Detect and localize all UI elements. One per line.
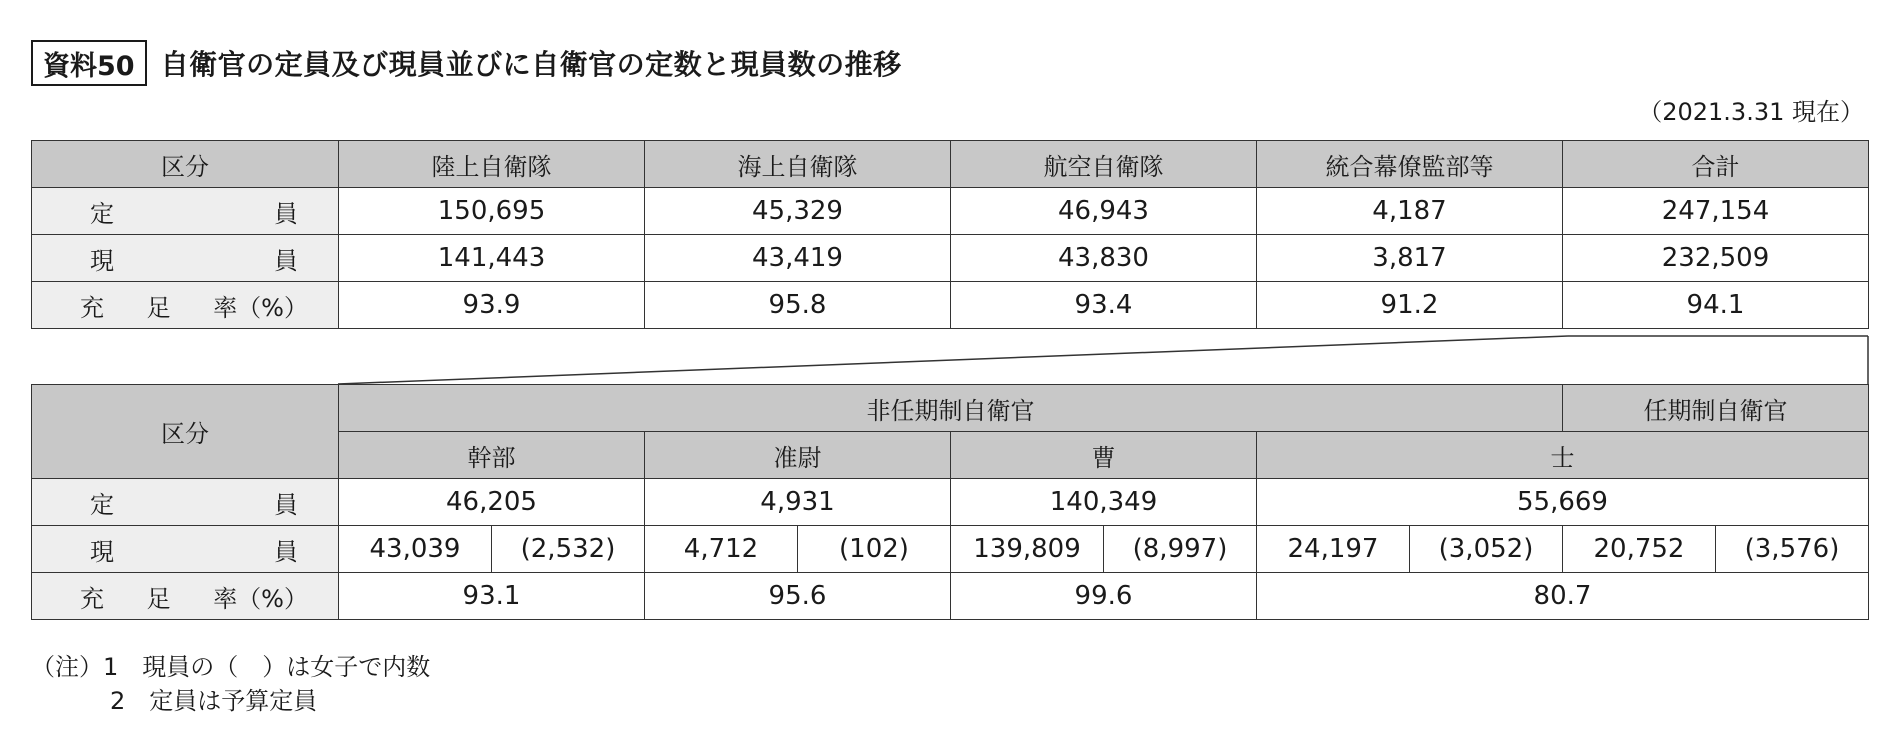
table-cell: (3,576) [1716, 526, 1869, 573]
row-label-genin: 現 員 [32, 526, 339, 573]
table-cell: 91.2 [1257, 282, 1563, 329]
row-label-rate: 充 足 率（%） [32, 282, 339, 329]
table-cell: (2,532) [492, 526, 645, 573]
header-gsdf: 陸上自衛隊 [339, 141, 645, 188]
table-cell: 93.1 [339, 573, 645, 620]
footnote-2: 2 定員は予算定員 [110, 687, 318, 715]
header-term-personnel: 任期制自衛官 [1563, 385, 1869, 432]
table-cell: (3,052) [1410, 526, 1563, 573]
table-cell: 247,154 [1563, 188, 1869, 235]
table-cell: (8,997) [1104, 526, 1257, 573]
footnote-1: （注）1 現員の（ ）は女子で内数 [31, 653, 431, 681]
table-cell: 4,187 [1257, 188, 1563, 235]
header-warrant-officer: 准尉 [645, 432, 951, 479]
table-cell: 150,695 [339, 188, 645, 235]
table-cell: 95.6 [645, 573, 951, 620]
header-non-term-personnel: 非任期制自衛官 [339, 385, 1563, 432]
table-cell: 45,329 [645, 188, 951, 235]
table-cell: 95.8 [645, 282, 951, 329]
header-joint-staff: 統合幕僚監部等 [1257, 141, 1563, 188]
header-nco: 曹 [951, 432, 1257, 479]
footnotes [31, 650, 430, 718]
document-number-badge: 資料50 [31, 40, 147, 86]
row-label-genin: 現 員 [32, 235, 339, 282]
table-cell: 4,931 [645, 479, 951, 526]
row-label-teiin: 定 員 [32, 479, 339, 526]
table-cell: 24,197 [1257, 526, 1410, 573]
table-cell: 232,509 [1563, 235, 1869, 282]
table-header-row [32, 385, 1869, 432]
personnel-by-rank-table [31, 384, 1869, 620]
table-cell: 94.1 [1563, 282, 1869, 329]
header-asdf: 航空自衛隊 [951, 141, 1257, 188]
table-cell: 20,752 [1563, 526, 1716, 573]
table-cell: (102) [798, 526, 951, 573]
header-enlisted: 士 [1257, 432, 1869, 479]
table-cell: 43,830 [951, 235, 1257, 282]
header-kubun: 区分 [32, 141, 339, 188]
table-cell: 140,349 [951, 479, 1257, 526]
as-of-date: （2021.3.31 現在） [1638, 98, 1864, 126]
table-cell: 99.6 [951, 573, 1257, 620]
row-label-rate: 充 足 率（%） [32, 573, 339, 620]
table-cell: 139,809 [951, 526, 1104, 573]
table-row [32, 526, 1869, 573]
header-kubun: 区分 [32, 385, 339, 479]
page-title: 自衛官の定員及び現員並びに自衛官の定数と現員数の推移 [160, 48, 902, 81]
table-cell: 141,443 [339, 235, 645, 282]
table-cell: 80.7 [1257, 573, 1869, 620]
row-label-teiin: 定 員 [32, 188, 339, 235]
table-row [32, 573, 1869, 620]
header-msdf: 海上自衛隊 [645, 141, 951, 188]
connector-line [338, 336, 1568, 384]
table-cell: 93.9 [339, 282, 645, 329]
table-cell: 43,419 [645, 235, 951, 282]
table-cell: 46,205 [339, 479, 645, 526]
table-cell: 3,817 [1257, 235, 1563, 282]
table-cell: 43,039 [339, 526, 492, 573]
table-cell: 46,943 [951, 188, 1257, 235]
table-cell: 93.4 [951, 282, 1257, 329]
table-cell: 55,669 [1257, 479, 1869, 526]
header-total: 合計 [1563, 141, 1869, 188]
table-row [32, 479, 1869, 526]
header-officer: 幹部 [339, 432, 645, 479]
table-cell: 4,712 [645, 526, 798, 573]
